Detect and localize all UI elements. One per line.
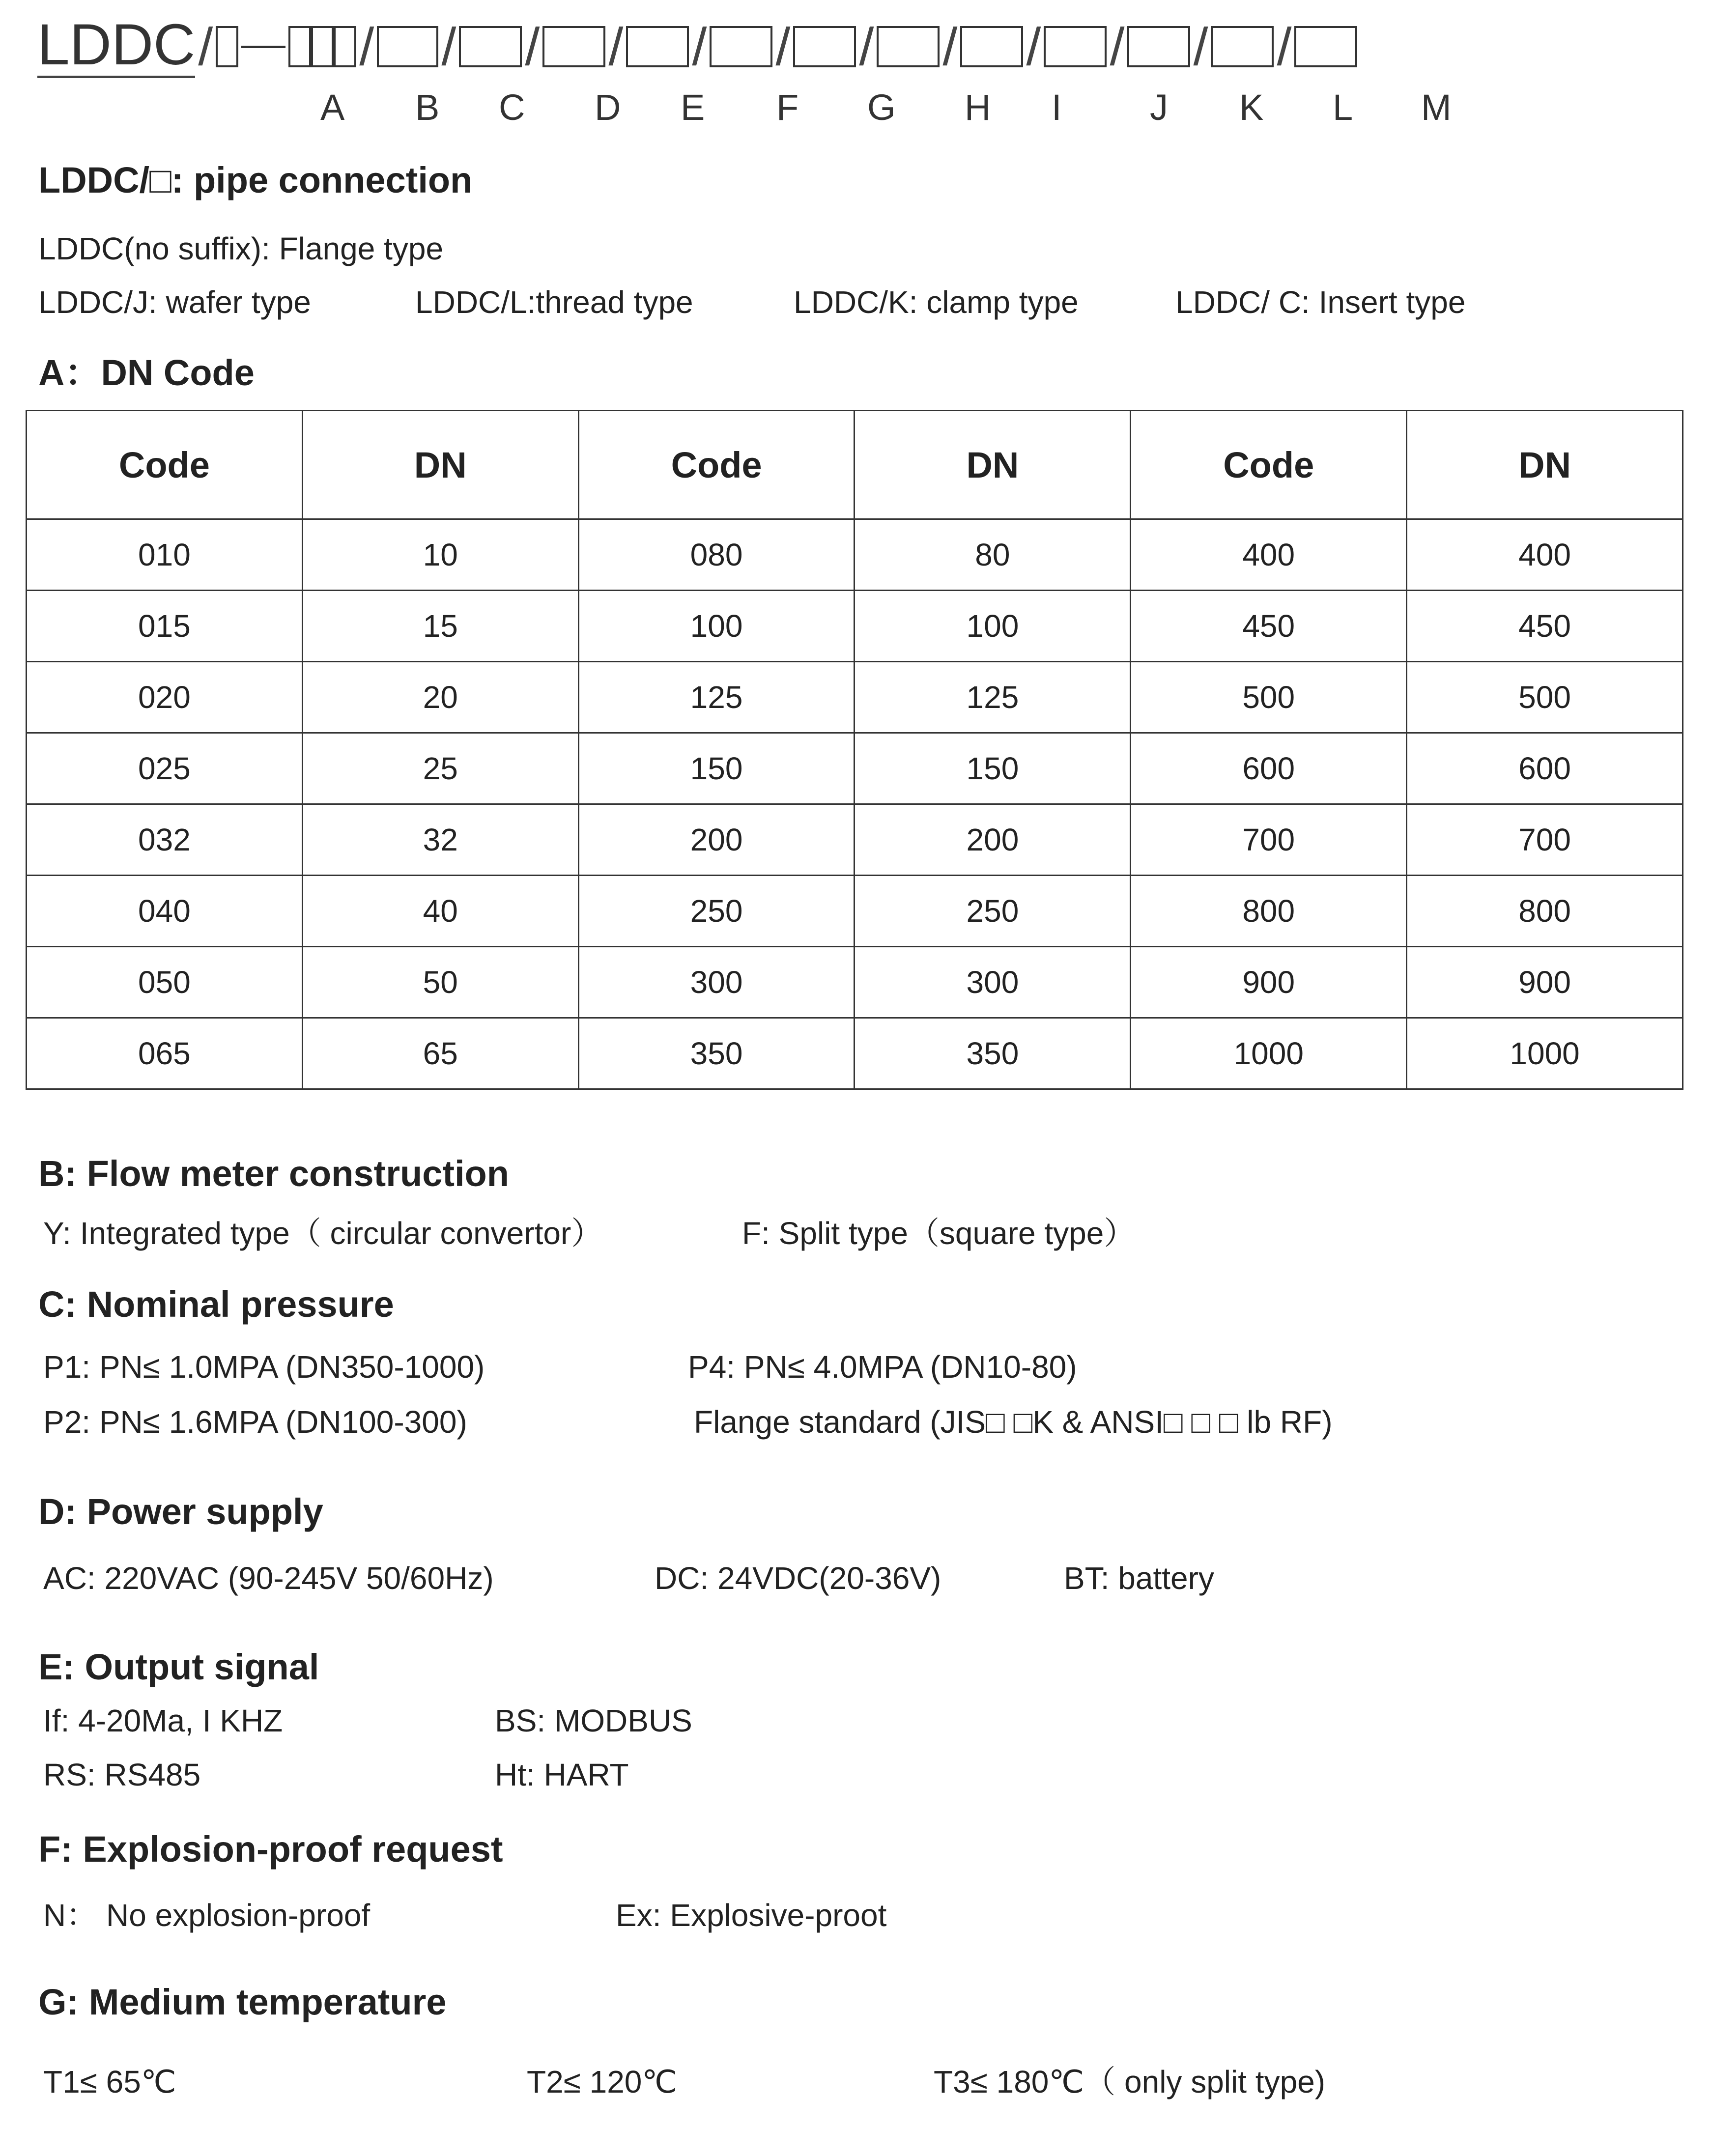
column-header-dn: DN xyxy=(1407,411,1683,519)
temperature-t3: T3≤ 180℃（ only split type) xyxy=(934,2064,1326,2099)
dn-cell: 350 xyxy=(855,1018,1131,1089)
pipe-code-box xyxy=(216,26,238,67)
code-cell: 350 xyxy=(578,1018,855,1089)
code-box-c xyxy=(459,26,522,67)
dn-cell: 400 xyxy=(1407,519,1683,591)
column-header-dn: DN xyxy=(855,411,1131,519)
table-row xyxy=(27,947,1683,1018)
code-cell: 015 xyxy=(27,591,303,662)
table-row xyxy=(27,733,1683,804)
dn-code-table xyxy=(26,410,1683,1090)
position-letter-k: K xyxy=(1239,87,1264,128)
pressure-heading: C: Nominal pressure xyxy=(38,1284,394,1325)
code-cell: 100 xyxy=(578,591,855,662)
dn-cell: 65 xyxy=(302,1018,578,1089)
code-cell: 300 xyxy=(578,947,855,1018)
code-cell: 125 xyxy=(578,662,855,733)
column-header-code: Code xyxy=(578,411,855,519)
code-cell: 020 xyxy=(27,662,303,733)
code-box-d xyxy=(542,26,605,67)
table-header-row xyxy=(27,411,1683,519)
table-row xyxy=(27,876,1683,947)
table-row xyxy=(27,1018,1683,1089)
explosion-ex: Ex: Explosive-proot xyxy=(616,1898,887,1933)
code-cell: 050 xyxy=(27,947,303,1018)
code-cell: 032 xyxy=(27,804,303,876)
code-cell: 065 xyxy=(27,1018,303,1089)
code-cell: 900 xyxy=(1131,947,1407,1018)
position-letter-h: H xyxy=(965,87,991,128)
dn-cell: 40 xyxy=(302,876,578,947)
power-dc: DC: 24VDC(20-36V) xyxy=(655,1560,941,1596)
code-cell: 040 xyxy=(27,876,303,947)
code-box-a1 xyxy=(288,26,311,67)
dn-cell: 80 xyxy=(855,519,1131,591)
code-box-l xyxy=(1211,26,1274,67)
separator-slash: / xyxy=(1110,17,1125,76)
explosion-no: N： No explosion-proof xyxy=(43,1898,371,1933)
code-cell: 800 xyxy=(1131,876,1407,947)
code-box-g xyxy=(793,26,856,67)
dn-cell: 500 xyxy=(1407,662,1683,733)
code-cell: 250 xyxy=(578,876,855,947)
separator-slash: / xyxy=(775,17,791,76)
code-cell: 450 xyxy=(1131,591,1407,662)
separator-slash: / xyxy=(359,17,374,76)
column-header-code: Code xyxy=(27,411,303,519)
dn-cell: 125 xyxy=(855,662,1131,733)
power-ac: AC: 220VAC (90-245V 50/60Hz) xyxy=(43,1560,494,1596)
separator-slash: / xyxy=(441,17,456,76)
separator-slash: / xyxy=(942,17,958,76)
dn-cell: 50 xyxy=(302,947,578,1018)
power-battery: BT: battery xyxy=(1064,1560,1214,1596)
dn-cell: 25 xyxy=(302,733,578,804)
dn-cell: 800 xyxy=(1407,876,1683,947)
dn-cell: 700 xyxy=(1407,804,1683,876)
dn-cell: 150 xyxy=(855,733,1131,804)
code-box-h xyxy=(877,26,940,67)
pressure-p1: P1: PN≤ 1.0MPA (DN350-1000) xyxy=(43,1349,485,1385)
separator-slash: / xyxy=(525,17,540,76)
output-rs: RS: RS485 xyxy=(43,1757,201,1792)
table-row xyxy=(27,804,1683,876)
temperature-t1: T1≤ 65℃ xyxy=(43,2064,176,2099)
output-heading: E: Output signal xyxy=(38,1646,319,1687)
code-cell: 500 xyxy=(1131,662,1407,733)
position-letter-l: L xyxy=(1333,87,1353,128)
separator-dash xyxy=(241,46,285,48)
dn-cell: 300 xyxy=(855,947,1131,1018)
dn-cell: 10 xyxy=(302,519,578,591)
separator-slash: / xyxy=(608,17,624,76)
position-letter-g: G xyxy=(867,87,896,128)
code-box-a2 xyxy=(311,26,334,67)
code-cell: 400 xyxy=(1131,519,1407,591)
pipe-thread-type: LDDC/L:thread type xyxy=(415,284,693,320)
construction-heading: B: Flow meter construction xyxy=(38,1153,509,1194)
code-box-m xyxy=(1294,26,1357,67)
separator-slash: / xyxy=(198,17,213,76)
explosion-heading: F: Explosion-proof request xyxy=(38,1829,503,1870)
dn-cell: 600 xyxy=(1407,733,1683,804)
position-letter-j: J xyxy=(1150,87,1168,128)
code-cell: 010 xyxy=(27,519,303,591)
construction-integrated: Y: Integrated type（ circular convertor） xyxy=(43,1216,603,1251)
dn-cell: 1000 xyxy=(1407,1018,1683,1089)
model-prefix: LDDC xyxy=(37,12,196,77)
position-letter-b: B xyxy=(415,87,440,128)
column-header-code: Code xyxy=(1131,411,1407,519)
position-letter-c: C xyxy=(499,87,525,128)
position-letter-i: I xyxy=(1052,87,1062,128)
dn-cell: 15 xyxy=(302,591,578,662)
dn-code-heading: A：DN Code xyxy=(38,352,255,393)
dn-cell: 100 xyxy=(855,591,1131,662)
pressure-flange-standard: Flange standard (JIS□ □K & ANSI□ □ □ lb RF) xyxy=(694,1404,1333,1440)
dn-cell: 900 xyxy=(1407,947,1683,1018)
output-ht: Ht: HART xyxy=(495,1757,629,1792)
position-letter-d: D xyxy=(595,87,621,128)
dn-cell: 20 xyxy=(302,662,578,733)
pipe-connection-heading: LDDC/□: pipe connection xyxy=(38,160,473,200)
code-box-f xyxy=(710,26,772,67)
position-letter-e: E xyxy=(681,87,705,128)
temperature-heading: G: Medium temperature xyxy=(38,1982,447,2022)
dn-cell: 250 xyxy=(855,876,1131,947)
code-cell: 150 xyxy=(578,733,855,804)
output-if: If: 4-20Ma, I KHZ xyxy=(43,1703,283,1738)
pressure-p2: P2: PN≤ 1.6MPA (DN100-300) xyxy=(43,1404,467,1440)
separator-slash: / xyxy=(1277,17,1292,76)
code-cell: 025 xyxy=(27,733,303,804)
separator-slash: / xyxy=(1193,17,1208,76)
code-box-i xyxy=(960,26,1023,67)
code-box-j xyxy=(1044,26,1107,67)
table-row xyxy=(27,519,1683,591)
dn-cell: 200 xyxy=(855,804,1131,876)
dn-cell: 32 xyxy=(302,804,578,876)
code-cell: 200 xyxy=(578,804,855,876)
pipe-insert-type: LDDC/ C: Insert type xyxy=(1175,284,1466,320)
output-bs: BS: MODBUS xyxy=(495,1703,692,1738)
separator-slash: / xyxy=(859,17,874,76)
position-letter-f: F xyxy=(776,87,799,128)
model-code-line xyxy=(37,12,1357,79)
code-box-e xyxy=(626,26,689,67)
temperature-t2: T2≤ 120℃ xyxy=(527,2064,678,2099)
separator-slash: / xyxy=(692,17,707,76)
code-cell: 600 xyxy=(1131,733,1407,804)
table-row xyxy=(27,662,1683,733)
code-cell: 1000 xyxy=(1131,1018,1407,1089)
pressure-p4: P4: PN≤ 4.0MPA (DN10-80) xyxy=(688,1349,1077,1385)
separator-slash: / xyxy=(1026,17,1041,76)
pipe-clamp-type: LDDC/K: clamp type xyxy=(794,284,1079,320)
code-box-b xyxy=(377,26,438,67)
pipe-wafer-type: LDDC/J: wafer type xyxy=(38,284,311,320)
pipe-flange-type: LDDC(no suffix): Flange type xyxy=(38,231,444,266)
column-header-dn: DN xyxy=(302,411,578,519)
code-cell: 080 xyxy=(578,519,855,591)
table-row xyxy=(27,591,1683,662)
code-box-a3 xyxy=(334,26,356,67)
position-letter-m: M xyxy=(1421,87,1452,128)
construction-split: F: Split type（square type） xyxy=(742,1216,1136,1251)
code-cell: 700 xyxy=(1131,804,1407,876)
power-heading: D: Power supply xyxy=(38,1491,323,1532)
dn-cell: 450 xyxy=(1407,591,1683,662)
code-box-k xyxy=(1127,26,1190,67)
position-letter-a: A xyxy=(320,87,345,128)
